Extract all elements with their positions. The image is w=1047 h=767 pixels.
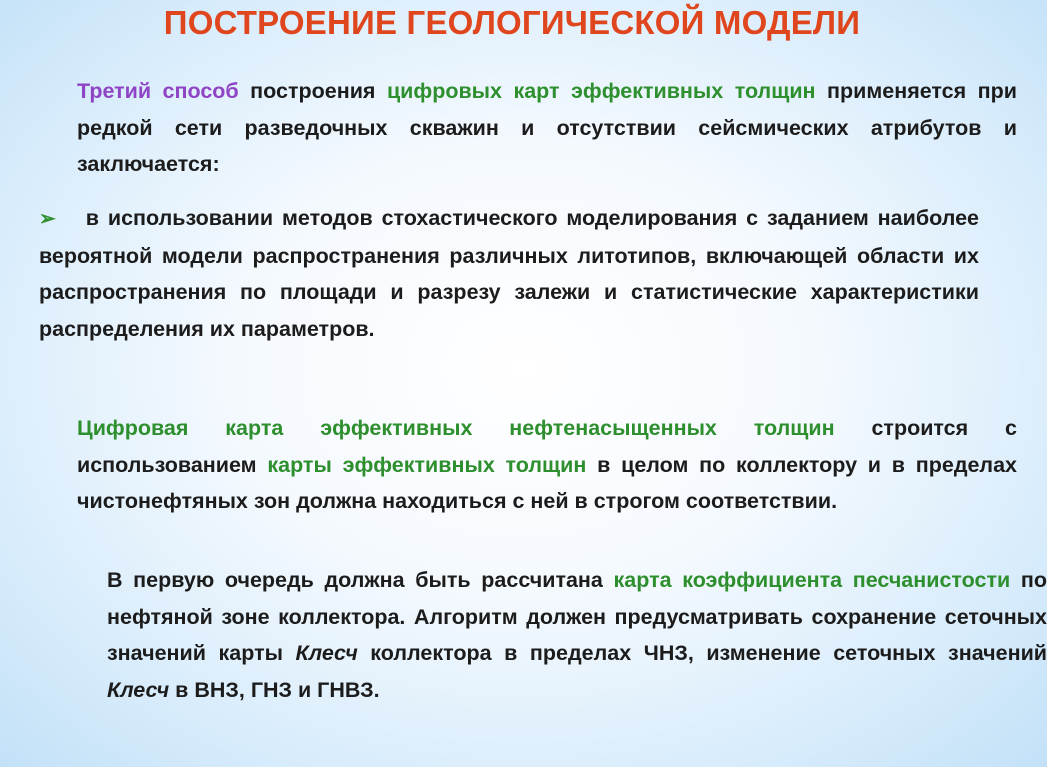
text-span: в ВНЗ, ГНЗ и ГНВЗ. <box>169 677 380 702</box>
highlight-thickness-map: карты эффективных толщин <box>267 452 587 477</box>
highlight-sand-map: карта коэффициента песчанистости <box>613 568 1011 592</box>
highlight-third-method: Третий способ <box>77 79 239 103</box>
text-span: применяется при редкой сети разведочных скважин и отсутствии сейсмических атрибутов и заключается: <box>77 79 1017 176</box>
slide-title: ПОСТРОЕНИЕ ГЕОЛОГИЧЕСКОЙ МОДЕЛИ <box>163 4 861 41</box>
bullet-text: в использовании методов стохастического моделирования с заданием наиболее вероятной модели распространения различных литотипов, включающей области их распространения по площади и разрезу залежи и статистические характеристики распределения их параметров. <box>39 206 979 341</box>
bullet-paragraph <box>39 200 979 347</box>
paragraph-sand-coefficient <box>39 562 1047 708</box>
text-span: построения <box>238 79 387 103</box>
text-span: в целом по коллектору и в пределах чистонефтяных зон должна находиться с ней в строгом соответствии. <box>77 452 1017 513</box>
highlight-digital-maps: цифровых карт эффективных толщин <box>386 79 816 103</box>
text-span: В первую очередь должна быть рассчитана <box>107 568 614 592</box>
paragraph-third-method <box>39 73 1017 183</box>
paragraph-oil-thickness-map <box>39 410 1017 520</box>
italic-term: Клесч <box>295 641 358 665</box>
arrow-bullet-icon: ➢ <box>39 208 56 230</box>
highlight-oil-map: Цифровая карта эффективных нефтенасыщенных толщин <box>77 416 835 440</box>
text-span: по нефтяной зоне коллектора. Алгоритм должен предусматривать сохранение сеточных значений карты <box>107 568 1047 665</box>
text-span: коллектора в пределах ЧНЗ, изменение сеточных значений <box>357 641 1047 665</box>
text-span: строится с использованием <box>77 416 1017 477</box>
italic-term: Клесч <box>107 677 170 702</box>
